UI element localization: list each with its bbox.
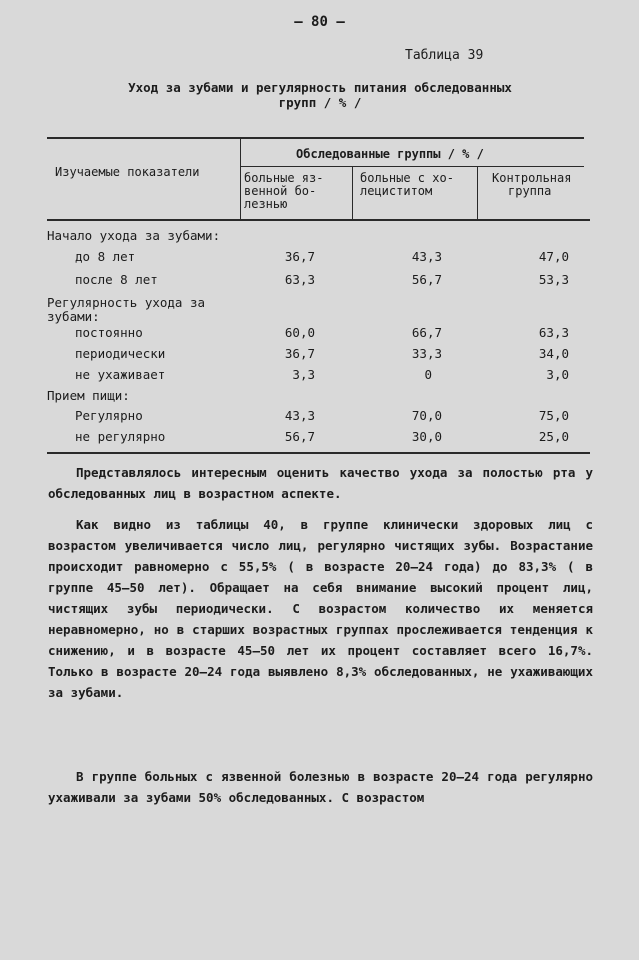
row-label: не регулярно <box>75 429 166 444</box>
header-col3-l2: группа <box>508 184 552 198</box>
header-indicators: Изучаемые показатели <box>55 165 200 179</box>
section-label-cont: зубами: <box>47 309 100 324</box>
cell-value-col3: 34,0 <box>538 346 569 361</box>
section-label: Прием пищи: <box>47 388 130 403</box>
cell-value-col3: 75,0 <box>538 408 569 423</box>
body-paragraph: В группе больных с язвенной болезнью в возрасте 20—24 года регулярно ухаживали за зубами 50% обследованных. С возрастом <box>48 769 593 805</box>
row-label: периодически <box>75 346 166 361</box>
cell-value-col2: 70,0 <box>411 408 442 423</box>
cell-value-col2: 66,7 <box>411 325 442 340</box>
row-label: постоянно <box>75 325 143 340</box>
header-groups: Обследованные группы / % / <box>296 147 484 161</box>
header-col2-l2: лециститом <box>360 184 433 198</box>
row-label: до 8 лет <box>75 249 136 264</box>
header-col2-l1: больные с хо- <box>360 171 454 185</box>
cell-value-col1: 3,3 <box>292 367 315 382</box>
cell-value-col1: 63,3 <box>284 272 315 287</box>
row-label: после 8 лет <box>75 272 158 287</box>
table-number: Таблица 39 <box>405 48 484 63</box>
table-title-line1: Уход за зубами и регулярность питания обследованных <box>128 80 512 95</box>
cell-value-col2: 43,3 <box>411 249 442 264</box>
table-header-rule <box>47 219 590 221</box>
cell-value-col2: 0 <box>424 367 432 382</box>
cell-value-col3: 53,3 <box>538 272 569 287</box>
body-paragraph: Как видно из таблицы 40, в группе клинически здоровых лиц с возрастом увеличивается число лиц, регулярно чистящих зубы. Возрастание происходит равномерно с 55,5% ( в возрасте 20—24 года) до 83,3% ( в группе 45—50 лет). Обращает на себя внимание высокий процент лиц, чистящих зубы периодически. С возрастом количество их меняется неравномерно, но в старших возрастных группах прослеживается тенденция к снижению, и в возрасте 45—50 лет их процент составляет всего 16,7%. Только в возрасте 20—24 года выявлено 8,3% обследованных, не ухаживающих за зубами. <box>48 517 593 700</box>
cell-value-col3: 25,0 <box>538 429 569 444</box>
cell-value-col3: 47,0 <box>538 249 569 264</box>
row-label: Регулярно <box>75 408 143 423</box>
page-number: — 80 — <box>294 14 345 30</box>
table-col-divider-2 <box>352 167 353 219</box>
table-title-line2: групп / % / <box>278 95 362 110</box>
cell-value-col2: 33,3 <box>411 346 442 361</box>
table-col-divider-1 <box>240 139 241 219</box>
header-col1-l1: больные яз- <box>244 171 324 185</box>
section-label: Начало ухода за зубами: <box>47 228 221 243</box>
table-bottom-rule <box>47 452 590 454</box>
cell-value-col2: 56,7 <box>411 272 442 287</box>
cell-value-col2: 30,0 <box>411 429 442 444</box>
section-label: Регулярность ухода за <box>47 295 206 310</box>
cell-value-col1: 60,0 <box>284 325 315 340</box>
cell-value-col3: 3,0 <box>546 367 569 382</box>
row-label: не ухаживает <box>75 367 166 382</box>
cell-value-col1: 56,7 <box>284 429 315 444</box>
table-col-divider-3 <box>477 167 478 219</box>
cell-value-col1: 36,7 <box>284 346 315 361</box>
cell-value-col3: 63,3 <box>538 325 569 340</box>
table-group-rule <box>240 166 584 167</box>
table-top-rule <box>47 137 584 139</box>
header-col3-l1: Контрольная <box>492 171 572 185</box>
header-col1-l3: лезнью <box>244 197 288 211</box>
cell-value-col1: 43,3 <box>284 408 315 423</box>
body-paragraph: Представлялось интересным оценить качество ухода за полостью рта у обследованных лиц в возрастном аспекте. <box>48 465 593 501</box>
cell-value-col1: 36,7 <box>284 249 315 264</box>
header-col1-l2: венной бо- <box>244 184 317 198</box>
